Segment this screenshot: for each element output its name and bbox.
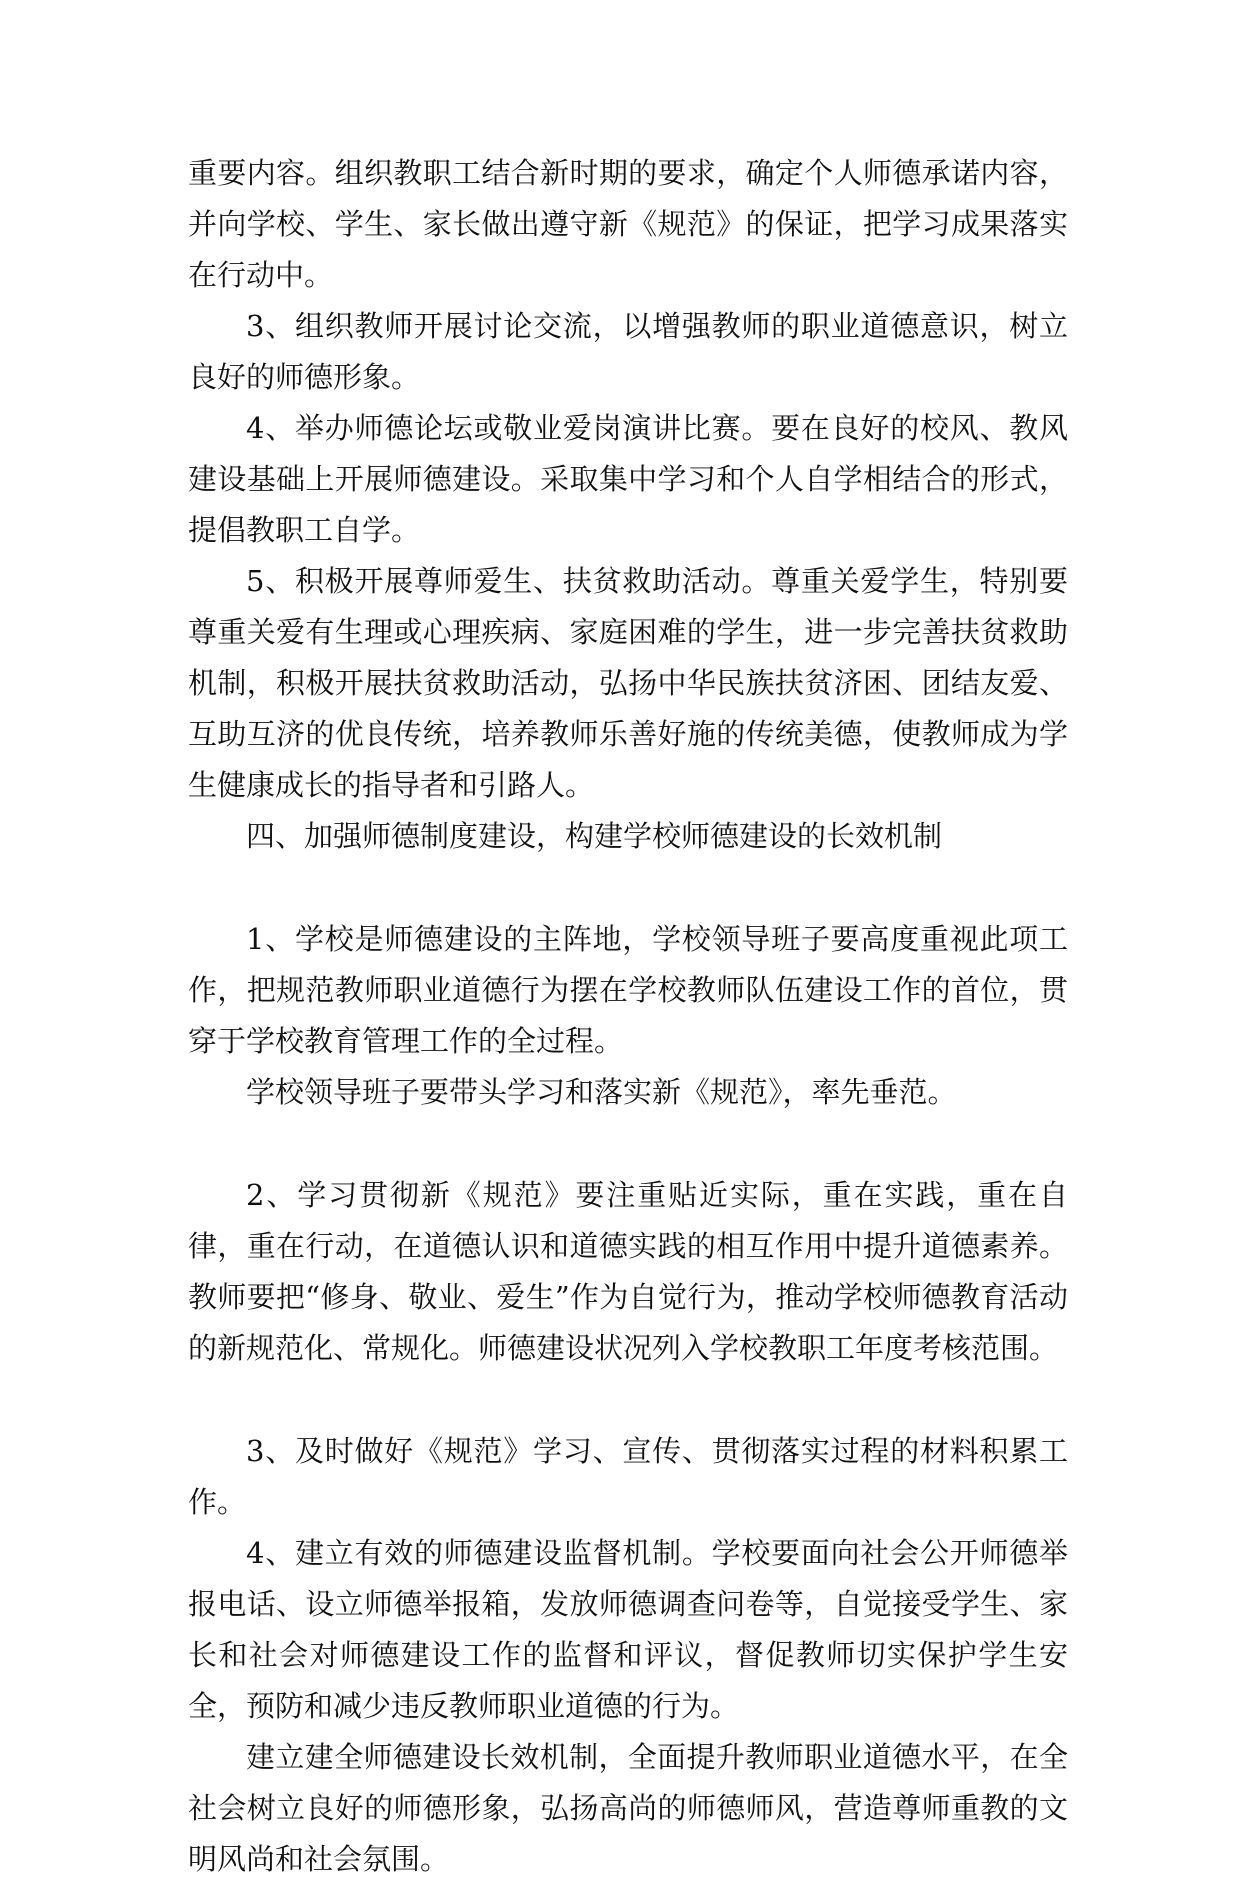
paragraph-conclusion: 建立建全师德建设长效机制，全面提升教师职业道德水平，在全社会树立良好的师德形象，弘扬高尚的师德师风，营造尊师重教的文明风尚和社会氛围。: [188, 1740, 1068, 1876]
paragraph-continuation: 重要内容。组织教职工结合新时期的要求，确定个人师德承诺内容，并向学校、学生、家长做出遵守新《规范》的保证，把学习成果落实在行动中。: [188, 156, 1068, 292]
paragraph-leadership: 学校领导班子要带头学习和落实新《规范》，率先垂范。: [246, 1075, 957, 1109]
paragraph-item-4-forum: 4、举办师德论坛或敬业爱岗演讲比赛。要在良好的校风、教风建设基础上开展师德建设。采取集中学习和个人自学相结合的形式，提倡教职工自学。: [188, 411, 1068, 547]
paragraph-item-3-discussion: 3、组织教师开展讨论交流，以增强教师的职业道德意识，树立良好的师德形象。: [188, 309, 1068, 394]
paragraph-item-2-practice: 2、学习贯彻新《规范》要注重贴近实际，重在实践，重在自律，重在行动，在道德认识和道德实践的相互作用中提升道德素养。教师要把“修身、敬业、爱生”作为自觉行为，推动学校师德教育活动的新规范化、常规化。师德建设状况列入学校教职工年度考核范围。: [188, 1178, 1068, 1365]
paragraph-item-5-assistance: 5、积极开展尊师爱生、扶贫救助活动。尊重关爱学生，特别要尊重关爱有生理或心理疾病、家庭困难的学生，进一步完善扶贫救助机制，积极开展扶贫救助活动，弘扬中华民族扶贫济困、团结友爱、互助互济的优良传统，培养教师乐善好施的传统美德，使教师成为学生健康成长的指导者和引路人。: [188, 564, 1068, 802]
paragraph-item-1-school: 1、学校是师德建设的主阵地，学校领导班子要高度重视此项工作，把规范教师职业道德行为摆在学校教师队伍建设工作的首位，贯穿于学校教育管理工作的全过程。: [188, 922, 1068, 1058]
paragraph-item-4-supervision: 4、建立有效的师德建设监督机制。学校要面向社会公开师德举报电话、设立师德举报箱，发放师德调查问卷等，自觉接受学生、家长和社会对师德建设工作的监督和评议，督促教师切实保护学生安全，预防和减少违反教师职业道德的行为。: [188, 1536, 1068, 1723]
paragraph-item-3-records: 3、及时做好《规范》学习、宣传、贯彻落实过程的材料积累工作。: [188, 1434, 1068, 1519]
section-heading-four: 四、加强师德制度建设，构建学校师德建设的长效机制: [246, 819, 943, 853]
document-body: [188, 148, 1068, 1885]
